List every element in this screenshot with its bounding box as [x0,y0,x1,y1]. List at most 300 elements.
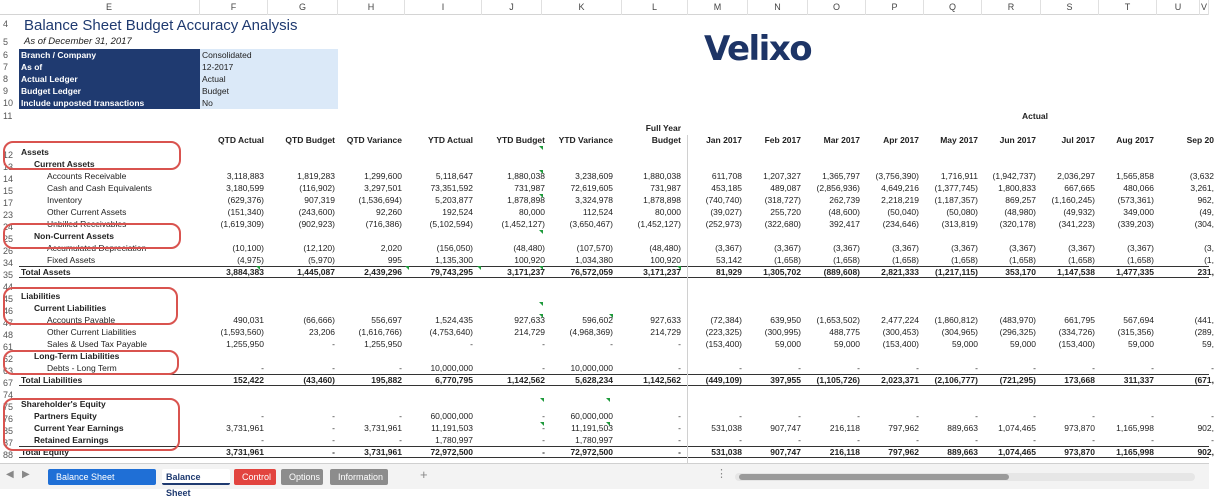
value-cell[interactable]: 397,955 [770,375,801,385]
value-cell[interactable]: - [542,411,545,421]
value-cell[interactable]: 889,663 [947,447,978,457]
add-sheet-icon[interactable]: + [420,467,428,482]
value-cell[interactable]: (716,386) [365,219,402,229]
row-number[interactable]: 7 [0,61,19,73]
value-cell[interactable]: - [542,363,545,373]
value-cell[interactable]: 1,780,997 [435,435,473,445]
value-cell[interactable]: - [798,435,801,445]
value-cell[interactable]: - [857,363,860,373]
tab-next-icon[interactable]: ▶ [22,469,30,480]
row-number[interactable]: 61 [0,341,19,353]
value-cell[interactable]: (3,367) [774,243,801,253]
value-cell[interactable]: 907,747 [770,447,801,457]
value-cell[interactable]: 3,731,961 [364,423,402,433]
value-cell[interactable]: (300,995) [764,327,801,337]
value-cell[interactable]: (320,178) [999,219,1036,229]
value-cell[interactable]: 100,920 [650,255,681,265]
value-cell[interactable]: (48,600) [828,207,860,217]
value-cell[interactable]: 1,034,380 [575,255,613,265]
value-cell[interactable]: (5,970) [308,255,335,265]
value-cell[interactable]: (1,658) [1068,255,1095,265]
value-cell[interactable]: 556,697 [371,315,402,325]
sheet-tab-options[interactable]: Options [281,469,323,485]
scrollbar-thumb[interactable] [739,474,1009,480]
value-cell[interactable]: - [1151,411,1154,421]
param-value-4[interactable]: No [200,97,338,109]
value-cell[interactable]: 3,171,237 [507,267,545,277]
value-cell[interactable]: - [542,447,545,457]
value-cell[interactable]: 2,439,296 [364,267,402,277]
param-value-2[interactable]: Actual [200,73,338,85]
value-cell[interactable]: 1,565,858 [1116,171,1154,181]
value-cell[interactable]: 255,720 [770,207,801,217]
value-cell[interactable]: 2,023,371 [881,375,919,385]
row-number[interactable]: 23 [0,209,19,221]
value-cell[interactable]: 1,142,562 [507,375,545,385]
value-cell[interactable]: (1,658) [892,255,919,265]
value-cell[interactable]: - [332,435,335,445]
column-header-n[interactable]: N [748,0,808,15]
value-cell[interactable]: (322,680) [764,219,801,229]
value-cell[interactable]: 1,255,950 [226,339,264,349]
column-header-m[interactable]: M [688,0,748,15]
value-cell[interactable]: (3,367) [1068,243,1095,253]
value-cell[interactable]: (50,040) [887,207,919,217]
value-cell[interactable]: - [739,435,742,445]
value-cell[interactable]: 1,365,797 [822,171,860,181]
value-cell[interactable]: 490,031 [233,315,264,325]
value-cell[interactable]: (289, [1194,327,1214,337]
value-cell[interactable]: (234,646) [882,219,919,229]
value-cell[interactable]: (243,600) [298,207,335,217]
value-cell[interactable]: - [332,339,335,349]
value-cell[interactable]: 59,000 [952,339,978,349]
value-cell[interactable]: 1,305,702 [763,267,801,277]
value-cell[interactable]: 531,038 [711,423,742,433]
value-cell[interactable]: 453,185 [711,183,742,193]
column-header-i[interactable]: I [405,0,482,15]
row-number[interactable]: 85 [0,425,19,437]
value-cell[interactable]: 59,000 [834,339,860,349]
row-number[interactable]: 88 [0,449,19,461]
value-cell[interactable]: 73,351,592 [430,183,473,193]
value-cell[interactable]: 907,319 [304,195,335,205]
value-cell[interactable]: - [399,411,402,421]
value-cell[interactable]: 3,731,961 [226,447,264,457]
value-cell[interactable]: 216,118 [829,447,860,457]
value-cell[interactable]: 1,880,038 [507,171,545,181]
value-cell[interactable]: 3,261, [1190,183,1214,193]
value-cell[interactable]: 531,038 [711,447,742,457]
value-cell[interactable]: 59,000 [775,339,801,349]
value-cell[interactable]: 1,255,950 [364,339,402,349]
value-cell[interactable]: (740,740) [705,195,742,205]
value-cell[interactable]: - [975,435,978,445]
value-cell[interactable]: - [1092,363,1095,373]
row-number[interactable]: 62 [0,353,19,365]
value-cell[interactable]: 2,821,333 [881,267,919,277]
value-cell[interactable]: (3,756,390) [875,171,919,181]
value-cell[interactable]: 10,000,000 [570,363,613,373]
value-cell[interactable]: (313,819) [941,219,978,229]
value-cell[interactable]: 5,203,877 [435,195,473,205]
horizontal-scrollbar[interactable] [735,473,1195,481]
value-cell[interactable]: - [798,411,801,421]
value-cell[interactable]: - [332,447,335,457]
row-number[interactable]: 8 [0,73,19,85]
row-number[interactable]: 76 [0,413,19,425]
value-cell[interactable]: 10,000,000 [430,363,473,373]
value-cell[interactable]: - [678,447,681,457]
value-cell[interactable]: (48,480) [649,243,681,253]
row-number[interactable]: 24 [0,221,19,233]
value-cell[interactable]: 639,950 [770,315,801,325]
value-cell[interactable]: 231, [1197,267,1214,277]
column-header-p[interactable]: P [866,0,924,15]
value-cell[interactable]: (1,377,745) [934,183,978,193]
value-cell[interactable]: - [678,339,681,349]
value-cell[interactable]: 11,191,503 [571,423,613,433]
value-cell[interactable]: (483,970) [999,315,1036,325]
param-value-0[interactable]: Consolidated [200,49,338,61]
value-cell[interactable]: 973,870 [1064,447,1095,457]
row-number[interactable]: 12 [0,149,19,161]
column-header-g[interactable]: G [268,0,338,15]
value-cell[interactable]: 1,207,327 [763,171,801,181]
value-cell[interactable]: - [470,339,473,349]
value-cell[interactable]: 488,775 [829,327,860,337]
param-value-1[interactable]: 12-2017 [200,61,338,73]
value-cell[interactable]: 4,649,216 [881,183,919,193]
value-cell[interactable]: - [542,423,545,433]
value-cell[interactable]: 661,795 [1064,315,1095,325]
value-cell[interactable]: 1,780,997 [575,435,613,445]
value-cell[interactable]: 973,870 [1064,423,1095,433]
value-cell[interactable]: 195,882 [371,375,402,385]
value-cell[interactable]: 1,147,538 [1057,267,1095,277]
value-cell[interactable]: - [332,423,335,433]
value-cell[interactable]: - [332,411,335,421]
value-cell[interactable]: 2,020 [380,243,402,253]
value-cell[interactable]: - [857,435,860,445]
value-cell[interactable]: (153,400) [705,339,742,349]
value-cell[interactable]: 5,628,234 [575,375,613,385]
value-cell[interactable]: (1,658) [1127,255,1154,265]
value-cell[interactable]: 869,257 [1005,195,1036,205]
sheet-tab-information[interactable]: Information [330,469,388,485]
value-cell[interactable]: (1,658) [1009,255,1036,265]
value-cell[interactable]: 731,987 [650,183,681,193]
value-cell[interactable]: 3,731,961 [364,447,402,457]
value-cell[interactable]: - [678,423,681,433]
value-cell[interactable]: 567,694 [1123,315,1154,325]
value-cell[interactable]: (339,203) [1117,219,1154,229]
value-cell[interactable]: 59, [1202,339,1214,349]
value-cell[interactable]: (153,400) [1058,339,1095,349]
value-cell[interactable]: (1,616,766) [358,327,402,337]
value-cell[interactable]: 5,118,647 [435,171,473,181]
value-cell[interactable]: - [399,363,402,373]
value-cell[interactable]: 23,206 [309,327,335,337]
column-header-t[interactable]: T [1099,0,1157,15]
value-cell[interactable]: (156,050) [436,243,473,253]
value-cell[interactable]: 192,524 [442,207,473,217]
value-cell[interactable]: 3,297,501 [364,183,402,193]
value-cell[interactable]: - [857,411,860,421]
value-cell[interactable]: (49,932) [1063,207,1095,217]
row-number[interactable]: 5 [0,36,19,48]
value-cell[interactable]: - [678,411,681,421]
value-cell[interactable]: 214,729 [514,327,545,337]
value-cell[interactable]: (1,593,560) [220,327,264,337]
value-cell[interactable]: (1,536,694) [358,195,402,205]
column-header-k[interactable]: K [542,0,622,15]
value-cell[interactable]: 80,000 [655,207,681,217]
value-cell[interactable]: (341,223) [1058,219,1095,229]
value-cell[interactable]: - [399,435,402,445]
value-cell[interactable]: 72,972,500 [570,447,613,457]
value-cell[interactable]: 3,324,978 [575,195,613,205]
value-cell[interactable]: - [261,435,264,445]
column-header-s[interactable]: S [1041,0,1099,15]
value-cell[interactable]: 902, [1197,423,1214,433]
value-cell[interactable]: (1,619,309) [220,219,264,229]
value-cell[interactable]: (48,980) [1004,207,1036,217]
value-cell[interactable]: 262,739 [829,195,860,205]
value-cell[interactable]: (3,367) [892,243,919,253]
value-cell[interactable]: (334,726) [1058,327,1095,337]
more-options-icon[interactable]: ⋮ [716,468,727,480]
value-cell[interactable]: 353,170 [1005,267,1036,277]
row-number[interactable]: 4 [0,18,19,30]
column-header-j[interactable]: J [482,0,542,15]
value-cell[interactable]: (107,570) [576,243,613,253]
value-cell[interactable]: (252,973) [705,219,742,229]
value-cell[interactable]: 1,878,898 [643,195,681,205]
value-cell[interactable]: 349,000 [1123,207,1154,217]
row-number[interactable]: 74 [0,389,19,401]
row-number[interactable]: 44 [0,281,19,293]
value-cell[interactable]: 596,602 [582,315,613,325]
value-cell[interactable]: (1,452,127) [501,219,545,229]
value-cell[interactable]: 1,074,465 [998,447,1036,457]
row-number[interactable]: 46 [0,305,19,317]
row-number[interactable]: 13 [0,161,19,173]
value-cell[interactable]: (50,080) [946,207,978,217]
value-cell[interactable]: (304,965) [941,327,978,337]
value-cell[interactable]: - [1151,435,1154,445]
value-cell[interactable]: 902, [1197,447,1214,457]
value-cell[interactable]: 1,819,283 [297,171,335,181]
value-cell[interactable]: (12,120) [303,243,335,253]
value-cell[interactable]: - [739,363,742,373]
value-cell[interactable]: (151,340) [227,207,264,217]
value-cell[interactable]: (72,384) [710,315,742,325]
value-cell[interactable]: (441, [1194,315,1214,325]
value-cell[interactable]: 1,800,833 [998,183,1036,193]
value-cell[interactable]: - [332,363,335,373]
value-cell[interactable]: - [1033,435,1036,445]
value-cell[interactable]: - [1033,411,1036,421]
value-cell[interactable]: (1,105,726) [816,375,860,385]
sheet-tab-balance-sheet-summary[interactable]: Balance Sheet Summary [48,469,156,485]
value-cell[interactable]: 59,000 [1010,339,1036,349]
value-cell[interactable]: - [1092,435,1095,445]
value-cell[interactable]: (2,106,777) [934,375,978,385]
row-number[interactable]: 87 [0,437,19,449]
value-cell[interactable]: 2,477,224 [881,315,919,325]
row-number[interactable]: 17 [0,197,19,209]
value-cell[interactable]: 72,619,605 [570,183,613,193]
row-number[interactable]: 67 [0,377,19,389]
value-cell[interactable]: (3,367) [833,243,860,253]
value-cell[interactable]: 731,987 [514,183,545,193]
value-cell[interactable]: (3,650,467) [569,219,613,229]
value-cell[interactable]: (5,102,594) [429,219,473,229]
value-cell[interactable]: (1,160,245) [1051,195,1095,205]
value-cell[interactable]: (315,356) [1117,327,1154,337]
value-cell[interactable]: (39,027) [710,207,742,217]
value-cell[interactable]: - [261,411,264,421]
value-cell[interactable]: (3,367) [951,243,978,253]
value-cell[interactable]: (573,361) [1117,195,1154,205]
value-cell[interactable]: (4,753,640) [429,327,473,337]
value-cell[interactable]: 6,770,795 [435,375,473,385]
value-cell[interactable]: (300,453) [882,327,919,337]
column-header-l[interactable]: L [622,0,688,15]
value-cell[interactable]: (1, [1204,255,1214,265]
value-cell[interactable]: (223,325) [705,327,742,337]
value-cell[interactable]: - [975,363,978,373]
value-cell[interactable]: 927,633 [650,315,681,325]
value-cell[interactable]: (153,400) [882,339,919,349]
value-cell[interactable]: - [975,411,978,421]
value-cell[interactable]: 797,962 [888,423,919,433]
value-cell[interactable]: 214,729 [650,327,681,337]
value-cell[interactable]: (48,480) [513,243,545,253]
value-cell[interactable]: (296,325) [999,327,1036,337]
value-cell[interactable]: - [610,339,613,349]
value-cell[interactable]: (3,367) [1009,243,1036,253]
row-number[interactable]: 48 [0,329,19,341]
row-number[interactable]: 34 [0,257,19,269]
value-cell[interactable]: 1,878,898 [507,195,545,205]
param-value-3[interactable]: Budget [200,85,338,97]
tab-prev-icon[interactable]: ◀ [6,469,14,480]
column-header-q[interactable]: Q [924,0,982,15]
value-cell[interactable]: (4,968,369) [569,327,613,337]
value-cell[interactable]: 1,524,435 [435,315,473,325]
value-cell[interactable]: 3,731,961 [226,423,264,433]
value-cell[interactable]: 152,422 [233,375,264,385]
value-cell[interactable]: - [916,411,919,421]
value-cell[interactable]: 797,962 [888,447,919,457]
value-cell[interactable]: 76,572,059 [570,267,613,277]
value-cell[interactable]: 100,920 [514,255,545,265]
value-cell[interactable]: (1,658) [833,255,860,265]
value-cell[interactable]: 1,135,300 [435,255,473,265]
value-cell[interactable]: (1,658) [774,255,801,265]
value-cell[interactable]: 489,087 [770,183,801,193]
value-cell[interactable]: - [1033,363,1036,373]
value-cell[interactable]: (3, [1204,243,1214,253]
row-number[interactable]: 25 [0,233,19,245]
value-cell[interactable]: 92,260 [376,207,402,217]
value-cell[interactable]: 889,663 [947,423,978,433]
value-cell[interactable]: (629,376) [227,195,264,205]
value-cell[interactable]: 1,142,562 [643,375,681,385]
value-cell[interactable]: (304, [1194,219,1214,229]
value-cell[interactable]: 53,142 [716,255,742,265]
value-cell[interactable]: - [916,435,919,445]
value-cell[interactable]: 1,299,600 [364,171,402,181]
row-number[interactable]: 11 [0,110,19,122]
value-cell[interactable]: - [1211,435,1214,445]
value-cell[interactable]: 1,716,911 [940,171,978,181]
value-cell[interactable]: 112,524 [582,207,613,217]
value-cell[interactable]: 60,000,000 [430,411,473,421]
value-cell[interactable]: (318,727) [764,195,801,205]
row-number[interactable]: 75 [0,401,19,413]
value-cell[interactable]: (1,653,502) [816,315,860,325]
value-cell[interactable]: (1,860,812) [934,315,978,325]
column-header-o[interactable]: O [808,0,866,15]
value-cell[interactable]: 3,171,237 [643,267,681,277]
value-cell[interactable]: (902,923) [298,219,335,229]
value-cell[interactable]: 216,118 [829,423,860,433]
value-cell[interactable]: 3,238,609 [575,171,613,181]
value-cell[interactable]: (10,100) [232,243,264,253]
value-cell[interactable]: 1,880,038 [643,171,681,181]
row-number[interactable]: 15 [0,185,19,197]
column-header-f[interactable]: F [200,0,268,15]
value-cell[interactable]: 2,036,297 [1057,171,1095,181]
value-cell[interactable]: - [542,339,545,349]
value-cell[interactable]: 79,743,295 [430,267,473,277]
value-cell[interactable]: (1,187,357) [934,195,978,205]
value-cell[interactable]: - [1092,411,1095,421]
value-cell[interactable]: (889,608) [823,267,860,277]
value-cell[interactable]: 80,000 [519,207,545,217]
column-header-u[interactable]: U [1157,0,1200,15]
value-cell[interactable]: 995 [387,255,402,265]
value-cell[interactable]: 81,929 [716,267,742,277]
value-cell[interactable]: - [261,363,264,373]
row-number[interactable]: 9 [0,85,19,97]
value-cell[interactable]: - [542,435,545,445]
value-cell[interactable]: (721,295) [999,375,1036,385]
value-cell[interactable]: 1,165,998 [1116,447,1154,457]
sheet-tab-control[interactable]: Control [234,469,276,485]
value-cell[interactable]: 2,218,219 [881,195,919,205]
value-cell[interactable]: (2,856,936) [816,183,860,193]
column-header-v[interactable]: V [1200,0,1209,15]
value-cell[interactable]: (3,632 [1189,171,1214,181]
value-cell[interactable]: (1,452,127) [637,219,681,229]
row-number[interactable]: 35 [0,269,19,281]
value-cell[interactable]: 611,708 [711,171,742,181]
value-cell[interactable]: 1,477,335 [1116,267,1154,277]
value-cell[interactable]: 59,000 [1128,339,1154,349]
value-cell[interactable]: (1,658) [951,255,978,265]
column-header-e[interactable]: E [19,0,200,15]
row-number[interactable]: 26 [0,245,19,257]
row-number[interactable]: 10 [0,97,19,109]
value-cell[interactable]: - [1211,363,1214,373]
value-cell[interactable]: (116,902) [299,183,335,193]
value-cell[interactable]: 1,165,998 [1116,423,1154,433]
value-cell[interactable]: 392,417 [829,219,860,229]
